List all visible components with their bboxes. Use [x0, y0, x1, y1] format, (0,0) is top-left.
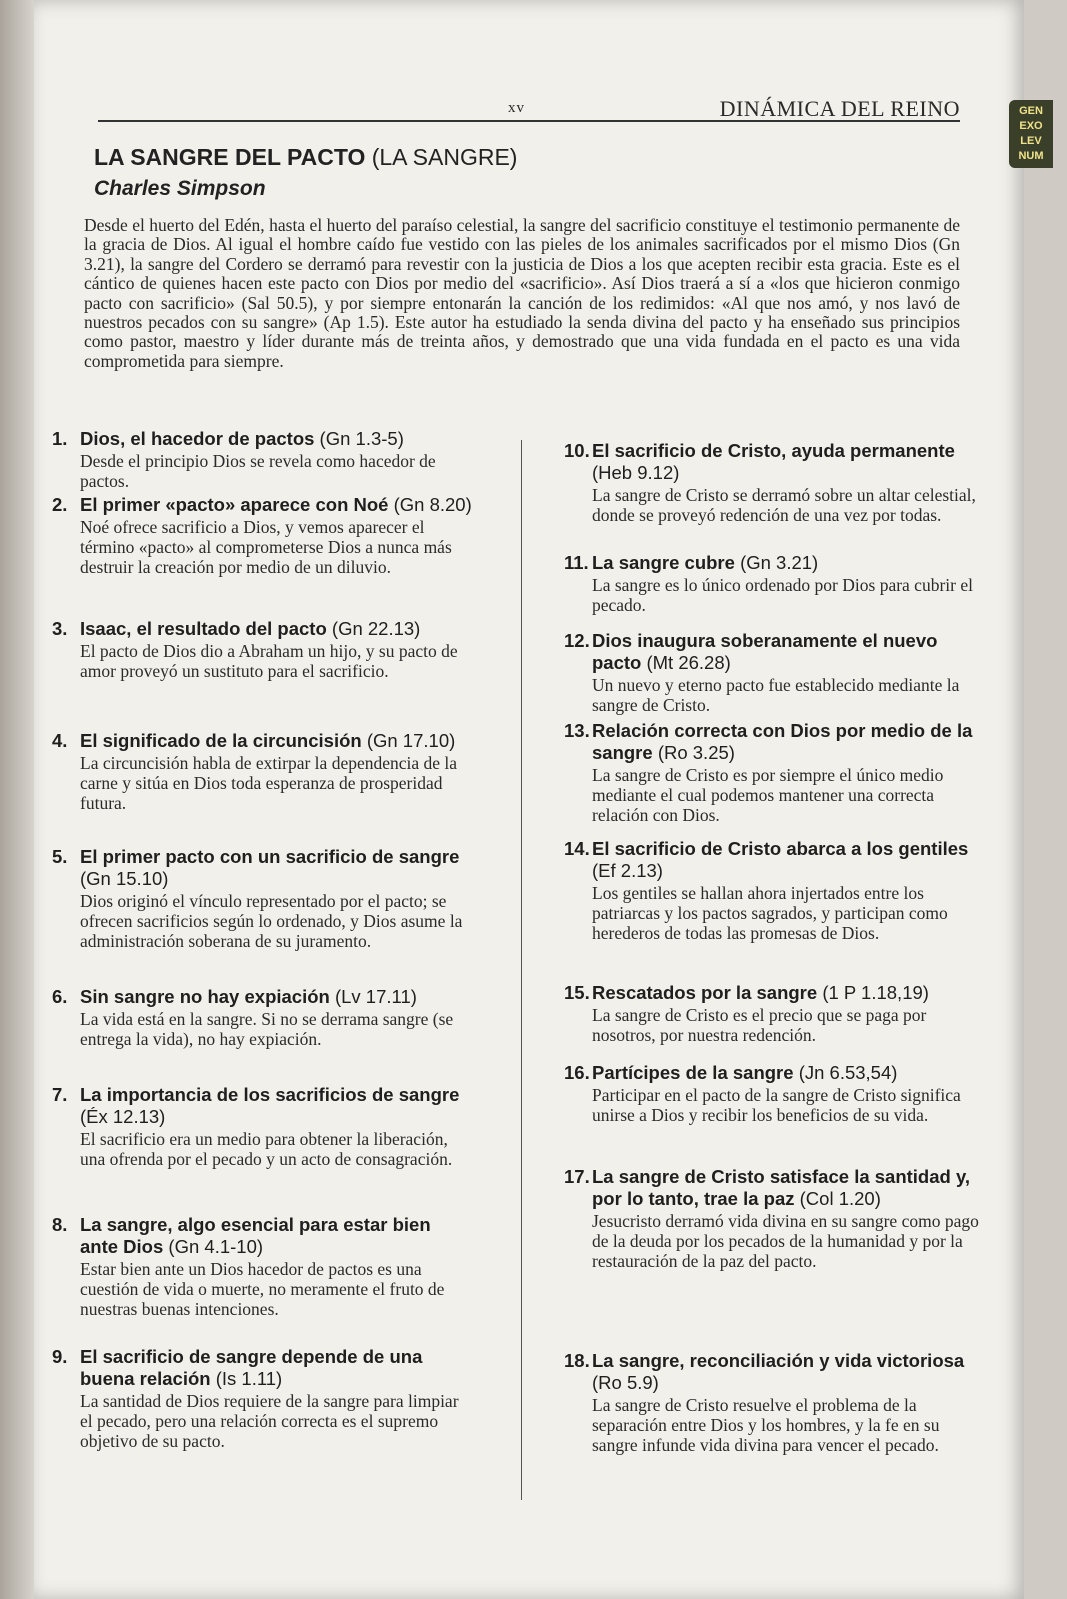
item-number: 7.: [52, 1084, 68, 1105]
item-body: El pacto de Dios dio a Abraham un hijo, y su pacto de amor proveyó un sustituto para el sacrificio.: [80, 641, 458, 681]
running-head: [98, 96, 960, 122]
section-title: DINÁMICA DEL REINO: [719, 96, 960, 121]
item-title: Relación correcta con Dios por medio de la sangre: [592, 720, 973, 763]
item-number: 8.: [52, 1214, 68, 1235]
item-number: 2.: [52, 494, 68, 515]
item-number: 3.: [52, 618, 68, 639]
item-title: El significado de la circuncisión: [80, 730, 362, 751]
item-reference: (Ro 3.25): [657, 742, 735, 763]
item-title: Isaac, el resultado del pacto: [80, 618, 327, 639]
item-body: El sacrificio era un medio para obtener la liberación, una ofrenda por el pecado y un acto de consagración.: [80, 1129, 453, 1169]
item-reference: (Gn 4.1-10): [168, 1236, 264, 1257]
item-number: 17.: [564, 1166, 590, 1187]
list-item: [564, 982, 984, 1045]
item-reference: (Mt 26.28): [646, 652, 731, 673]
item-reference: (Col 1.20): [799, 1188, 881, 1209]
item-title: La sangre, reconciliación y vida victoriosa: [592, 1350, 965, 1371]
list-item: [564, 720, 984, 825]
item-reference: (Lv 17.11): [334, 986, 417, 1007]
item-reference: (Gn 17.10): [366, 730, 456, 751]
item-number: 10.: [564, 440, 590, 461]
item-number: 12.: [564, 630, 590, 651]
item-body: Un nuevo y eterno pacto fue establecido mediante la sangre de Cristo.: [592, 675, 960, 715]
list-item: [52, 730, 472, 813]
item-number: 18.: [564, 1350, 590, 1371]
item-body: Desde el principio Dios se revela como hacedor de pactos.: [80, 451, 436, 491]
item-number: 6.: [52, 986, 68, 1007]
item-body: La sangre de Cristo es por siempre el único medio mediante el cual podemos mantener una correcta relación con Dios.: [592, 765, 944, 825]
item-title: Dios, el hacedor de pactos: [80, 428, 315, 449]
item-reference: (Éx 12.13): [80, 1106, 166, 1127]
item-title: El sacrificio de Cristo, ayuda permanente: [592, 440, 955, 461]
list-item: [52, 986, 472, 1049]
item-reference: (Is 1.11): [215, 1368, 283, 1389]
item-body: La sangre de Cristo es el precio que se paga por nosotros, por nuestra redención.: [592, 1005, 927, 1045]
item-title: Rescatados por la sangre: [592, 982, 818, 1003]
item-body: La santidad de Dios requiere de la sangre para limpiar el pecado, pero una relación correcta es el supremo objetivo de su pacto.: [80, 1391, 459, 1451]
list-item: [52, 846, 472, 951]
tab-gen: GEN: [1019, 105, 1043, 117]
item-reference: (Ef 2.13): [592, 860, 663, 881]
list-item: [564, 1062, 984, 1125]
item-number: 13.: [564, 720, 590, 741]
article-title-main: LA SANGRE DEL PACTO: [94, 144, 366, 170]
item-number: 5.: [52, 846, 68, 867]
thumb-index-tabs: [1009, 100, 1053, 168]
tab-num: NUM: [1018, 150, 1044, 162]
intro-paragraph: Desde el huerto del Edén, hasta el huerto del paraíso celestial, la sangre del sacrificio constituye el testimonio permanente de la gracia de Dios. Al igual el hombre caído fue vestido con las pieles de los animales sacrificados por el mismo Dios (Gn 3.21), la sangre del Cordero se derramó para revestir con la justicia de Dios a los que acepten recibir esta gracia. Este es el cántico de quienes hacen este pacto con Dios por medio del «sacrificio». Así Dios traerá a sí a «los que hicieron conmigo pacto con sacrificio» (Sal 50.5), y por siempre entonarán la canción de los redimidos: «Al que nos amó, y nos lavó de nuestros pecados con su sangre» (Ap 1.5). Este autor ha estudiado la senda divina del pacto y ha enseñado sus principios como pastor, maestro y líder durante más de treinta años, y demostrado que una vida fundada en el pacto es una vida comprometida para siempre.: [84, 215, 960, 371]
item-title: Dios inaugura soberanamente el nuevo pacto: [592, 630, 938, 673]
item-reference: (Ro 5.9): [592, 1372, 659, 1393]
list-item: [52, 1346, 472, 1451]
item-reference: (Jn 6.53,54): [798, 1062, 898, 1083]
item-body: La vida está en la sangre. Si no se derrama sangre (se entrega la vida), no hay expiación.: [80, 1009, 454, 1049]
item-number: 1.: [52, 428, 68, 449]
item-title: El sacrificio de Cristo abarca a los gentiles: [592, 838, 969, 859]
item-number: 15.: [564, 982, 590, 1003]
item-title: El sacrificio de sangre depende de una buena relación: [80, 1346, 423, 1389]
article-title: [94, 144, 517, 171]
list-item: [564, 1166, 984, 1271]
item-body: La sangre de Cristo se derramó sobre un altar celestial, donde se proveyó redención de una vez por todas.: [592, 485, 976, 525]
column-divider: [521, 440, 522, 1500]
article-title-sub: (LA SANGRE): [371, 144, 518, 170]
book-gutter: [0, 0, 34, 1599]
tab-lev: LEV: [1020, 135, 1042, 147]
item-title: Sin sangre no hay expiación: [80, 986, 330, 1007]
item-reference: (1 P 1.18,19): [822, 982, 929, 1003]
item-body: Jesucristo derramó vida divina en su sangre como pago de la deuda por los pecados de la humanidad y por la restauración de la paz del pacto.: [592, 1211, 979, 1271]
item-number: 4.: [52, 730, 68, 751]
item-number: 16.: [564, 1062, 590, 1083]
item-title: La importancia de los sacrificios de sangre: [80, 1084, 460, 1105]
item-reference: (Gn 15.10): [80, 868, 169, 889]
page-number: xv: [508, 100, 525, 116]
item-body: Noé ofrece sacrificio a Dios, y vemos aparecer el término «pacto» al comprometerse Dios a nunca más destruir la creación por medio de un diluvio.: [80, 517, 452, 577]
item-title: La sangre cubre: [592, 552, 735, 573]
item-body: La sangre de Cristo resuelve el problema de la separación entre Dios y los hombres, y la fe en su sangre infunde vida divina para vencer el pecado.: [592, 1395, 940, 1455]
item-reference: (Gn 22.13): [331, 618, 421, 639]
item-reference: (Gn 1.3-5): [319, 428, 404, 449]
list-item: [564, 552, 984, 615]
item-body: Los gentiles se hallan ahora injertados entre los patriarcas y los pactos sagrados, y participan como herederos de todas las promesas de Dios.: [592, 883, 948, 943]
item-title: La sangre, algo esencial para estar bien ante Dios: [80, 1214, 431, 1257]
item-number: 9.: [52, 1346, 68, 1367]
list-item: [52, 1084, 472, 1169]
list-item: [564, 1350, 984, 1455]
list-item: [564, 630, 984, 715]
list-item: [564, 440, 984, 525]
item-body: La sangre es lo único ordenado por Dios para cubrir el pecado.: [592, 575, 973, 615]
item-title: Partícipes de la sangre: [592, 1062, 794, 1083]
tab-exo: EXO: [1019, 120, 1043, 132]
article-author: Charles Simpson: [94, 177, 266, 200]
list-item: [564, 838, 984, 943]
item-number: 14.: [564, 838, 590, 859]
item-reference: (Gn 3.21): [740, 552, 819, 573]
list-item: [52, 428, 472, 491]
item-title: La sangre de Cristo satisface la santidad y, por lo tanto, trae la paz: [592, 1166, 971, 1209]
item-reference: (Heb 9.12): [592, 462, 680, 483]
item-number: 11.: [564, 552, 589, 573]
item-body: Estar bien ante un Dios hacedor de pactos es una cuestión de vida o muerte, no meramente el fruto de nuestras buenas intenciones.: [80, 1259, 445, 1319]
item-body: La circuncisión habla de extirpar la dependencia de la carne y sitúa en Dios toda esperanza de prosperidad futura.: [80, 753, 458, 813]
item-body: Dios originó el vínculo representado por el pacto; se ofrecen sacrificios según lo ordenado, y Dios asume la administración soberana de su juramento.: [80, 891, 463, 951]
list-item: [52, 494, 472, 577]
item-title: El primer pacto con un sacrificio de sangre: [80, 846, 460, 867]
item-title: El primer «pacto» aparece con Noé: [80, 494, 389, 515]
item-body: Participar en el pacto de la sangre de Cristo significa unirse a Dios y recibir los beneficios de su vida.: [592, 1085, 961, 1125]
list-item: [52, 1214, 472, 1319]
list-item: [52, 618, 472, 681]
item-reference: (Gn 8.20): [393, 494, 472, 515]
